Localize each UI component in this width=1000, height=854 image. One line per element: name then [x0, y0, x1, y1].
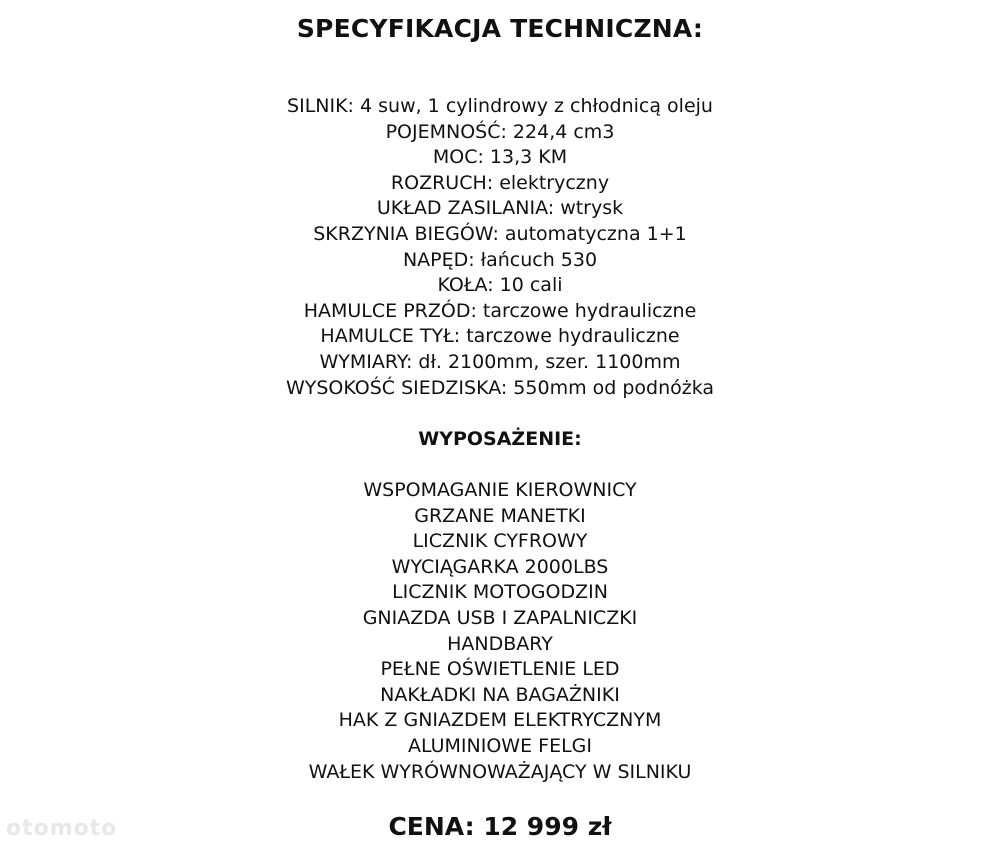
- spec-item-dimensions: WYMIARY: dł. 2100mm, szer. 1100mm: [319, 350, 681, 373]
- watermark-logo: otomoto: [6, 816, 118, 841]
- equipment-item: PEŁNE OŚWIETLENIE LED: [380, 658, 620, 681]
- spec-item-fuel-system: UKŁAD ZASILANIA: wtrysk: [376, 197, 624, 220]
- spec-item-power: MOC: 13,3 KM: [432, 146, 568, 169]
- spec-item-wheels: KOŁA: 10 cali: [437, 274, 563, 297]
- equipment-item: ALUMINIOWE FELGI: [408, 734, 592, 757]
- spec-title: SPECYFIKACJA TECHNICZNA:: [296, 14, 704, 43]
- equipment-heading: WYPOSAŻENIE:: [418, 428, 582, 450]
- equipment-item: HAK Z GNIAZDEM ELEKTRYCZNYM: [338, 709, 662, 732]
- spec-item-seat-height: WYSOKOŚĆ SIEDZISKA: 550mm od podnóżka: [285, 376, 715, 399]
- equipment-item: HANDBARY: [447, 632, 553, 655]
- spec-item-gearbox: SKRZYNIA BIEGÓW: automatyczna 1+1: [313, 222, 687, 245]
- equipment-item: LICZNIK MOTOGODZIN: [392, 581, 608, 604]
- spec-item-starter: ROZRUCH: elektryczny: [390, 171, 610, 194]
- equipment-item: LICZNIK CYFROWY: [412, 530, 588, 553]
- equipment-item: NAKŁADKI NA BAGAŻNIKI: [380, 683, 620, 706]
- spec-item-engine: SILNIK: 4 suw, 1 cylindrowy z chłodnicą oleju: [287, 95, 713, 117]
- spec-item-displacement: POJEMNOŚĆ: 224,4 cm3: [385, 120, 615, 143]
- spec-item-drive: NAPĘD: łańcuch 530: [402, 248, 598, 271]
- spec-item-front-brakes: HAMULCE PRZÓD: tarczowe hydrauliczne: [303, 299, 697, 322]
- price-label: CENA: 12 999 zł: [388, 812, 612, 841]
- equipment-item: WAŁEK WYRÓWNOWAŻAJĄCY W SILNIKU: [308, 760, 692, 783]
- spec-list: [0, 94, 1000, 401]
- spec-item-rear-brakes: HAMULCE TYŁ: tarczowe hydrauliczne: [320, 325, 680, 348]
- equipment-list: [0, 478, 1000, 785]
- equipment-item: GRZANE MANETKI: [414, 504, 586, 527]
- equipment-item: GNIAZDA USB I ZAPALNICZKI: [362, 606, 638, 629]
- equipment-item: WSPOMAGANIE KIEROWNICY: [363, 479, 637, 501]
- equipment-item: WYCIĄGARKA 2000LBS: [391, 555, 609, 578]
